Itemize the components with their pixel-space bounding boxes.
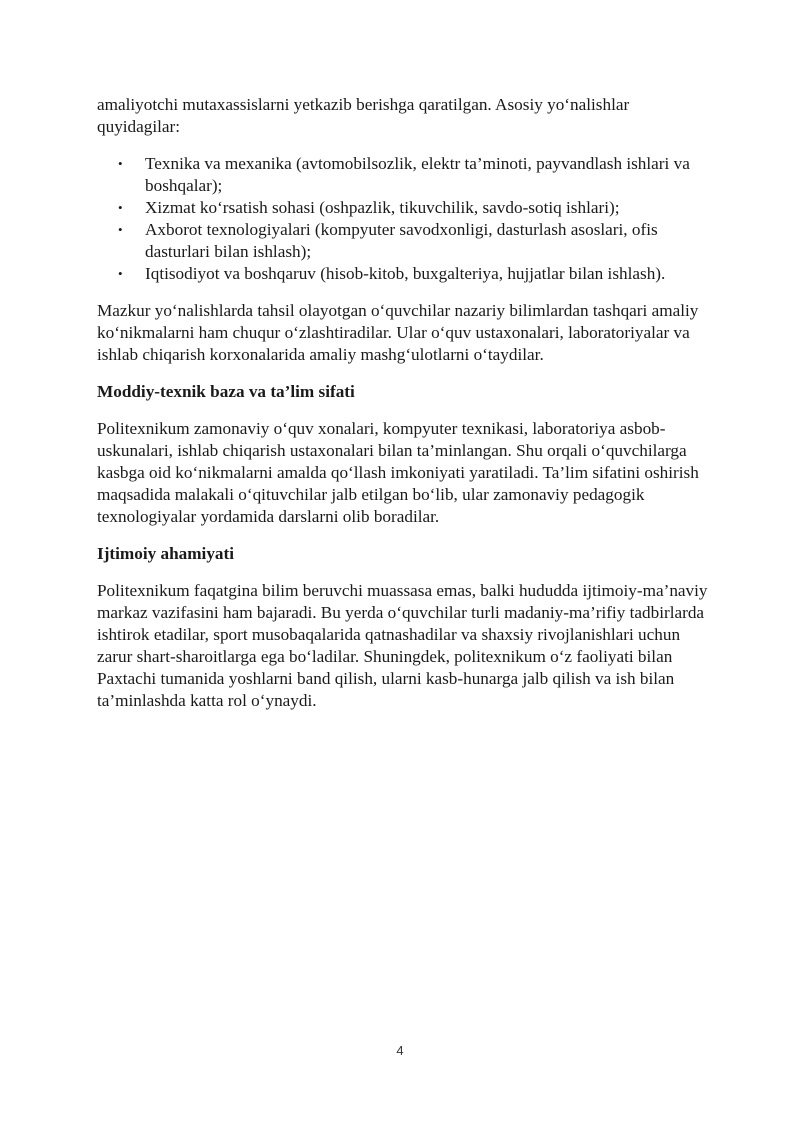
bullet-icon: • (118, 266, 123, 281)
base-paragraph: Politexnikum zamonaviy o‘quv xonalari, kompyuter texnikasi, laboratoriya asbob-uskunalari, ishlab chiqarish ustaxonalari bilan ta’minlangan. Shu orqali o‘quvchilarga kasbga oid ko‘nikmalarni amalda qo‘llash imkoniyati yaratiladi. Ta’lim sifatini oshirish maqsadida malakali o‘qituvchilar jalb etilgan bo‘lib, ular zamonaviy pedagogik texnologiyalar yordamida darslarni olib boradilar. (97, 419, 699, 526)
section-heading-social: Ijtimoiy ahamiyati (97, 544, 235, 563)
section-heading-base: Moddiy-texnik baza va ta’lim sifati (97, 382, 355, 401)
list-item-text: Xizmat ko‘rsatish sohasi (oshpazlik, tikuvchilik, savdo-sotiq ishlari); (145, 198, 620, 217)
page-content (97, 94, 709, 727)
page-number: 4 (396, 1043, 404, 1058)
list-item (97, 153, 709, 197)
bullet-icon: • (118, 156, 123, 171)
practice-paragraph: Mazkur yo‘nalishlarda tahsil olayotgan o‘quvchilar nazariy bilimlardan tashqari amaliy ko‘nikmalarni ham chuqur o‘zlashtiradilar. Ular o‘quv ustaxonalari, laboratoriyalar va ishlab chiqarish korxonalarida amaliy mashg‘ulotlarni o‘taydilar. (97, 301, 699, 364)
directions-list (97, 153, 709, 285)
intro-paragraph: amaliyotchi mutaxassislarni yetkazib berishga qaratilgan. Asosiy yo‘nalishlar quyidagilar: (97, 95, 630, 136)
list-item-text: Axborot texnologiyalari (kompyuter savodxonligi, dasturlash asoslari, ofis dasturlari bilan ishlash); (145, 220, 658, 261)
bullet-icon: • (118, 200, 123, 215)
list-item-text: Texnika va mexanika (avtomobilsozlik, elektr ta’minoti, payvandlash ishlari va boshqalar); (145, 154, 690, 195)
list-item (97, 197, 709, 219)
list-item-text: Iqtisodiyot va boshqaruv (hisob-kitob, buxgalteriya, hujjatlar bilan ishlash). (145, 264, 666, 283)
list-item (97, 219, 709, 263)
list-item (97, 263, 709, 285)
bullet-icon: • (118, 222, 123, 237)
social-paragraph: Politexnikum faqatgina bilim beruvchi muassasa emas, balki hududda ijtimoiy-ma’naviy markaz vazifasini ham bajaradi. Bu yerda o‘quvchilar turli madaniy-ma’rifiy tadbirlarda ishtirok etadilar, sport musobaqalarida qatnashadilar va shaxsiy rivojlanishlari uchun zarur shart-sharoitlarga ega bo‘ladilar. Shuningdek, politexnikum o‘z faoliyati bilan Paxtachi tumanida yoshlarni band qilish, ularni kasb-hunarga jalb qilish va ish bilan ta’minlashda katta rol o‘ynaydi. (97, 581, 708, 710)
